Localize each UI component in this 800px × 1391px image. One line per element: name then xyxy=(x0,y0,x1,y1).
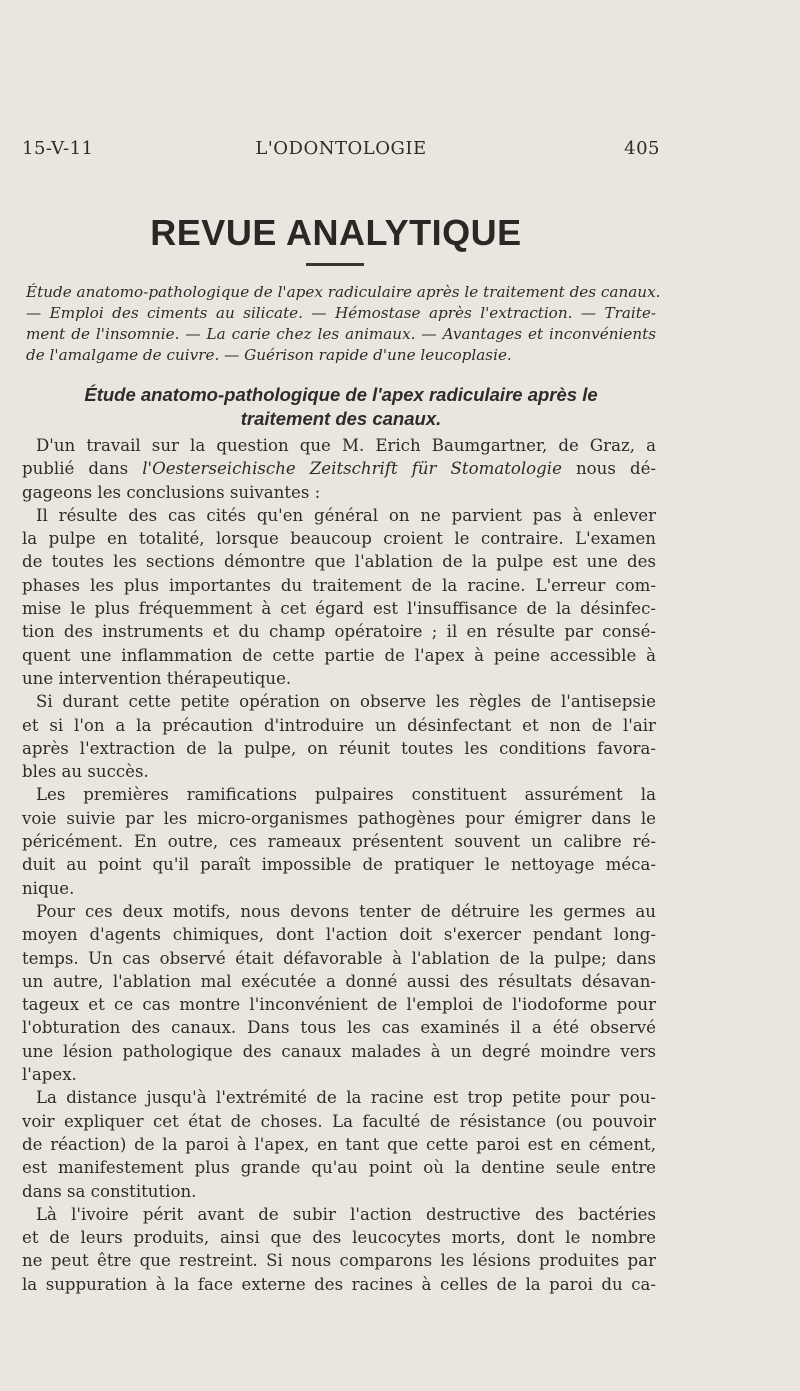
body-line: de toutes les sections démontre que l'ablation de la pulpe est une des xyxy=(22,552,656,572)
body-line: Il résulte des cas cités qu'en général on ne parvient pas à enlever xyxy=(36,505,656,525)
body-line: et de leurs produits, ainsi que des leucocytes morts, dont le nombre xyxy=(22,1228,656,1248)
paragraph xyxy=(22,690,656,783)
body-line: phases les plus importantes du traitement de la racine. L'erreur com- xyxy=(22,575,656,595)
summary-line: de l'amalgame de cuivre. — Guérison rapide d'une leucoplasie. xyxy=(26,346,512,364)
body-line: voie suivie par les micro-organismes pathogènes pour émigrer dans le xyxy=(22,808,656,828)
summary-line: Étude anatomo-pathologique de l'apex radiculaire après le traitement des canaux. xyxy=(26,283,661,301)
article-body xyxy=(22,434,656,1296)
header-journal-title: L'ODONTOLOGIE xyxy=(255,138,427,159)
body-line: après l'extraction de la pulpe, on réunit toutes les conditions favora- xyxy=(22,738,656,758)
page-number: 405 xyxy=(624,138,660,159)
body-line: la suppuration à la face externe des racines à celles de la paroi du ca- xyxy=(22,1274,656,1294)
article-heading-line: Étude anatomo-pathologique de l'apex radiculaire après le xyxy=(84,384,598,405)
body-line: l'obturation des canaux. Dans tous les cas examinés il a été observé xyxy=(22,1018,656,1038)
body-line: temps. Un cas observé était défavorable à l'ablation de la pulpe; dans xyxy=(22,948,656,968)
body-line: un autre, l'ablation mal exécutée a donné aussi des résultats désavan- xyxy=(22,971,656,991)
body-line: Pour ces deux motifs, nous devons tenter de détruire les germes au xyxy=(36,901,656,921)
article-heading xyxy=(26,383,656,431)
summary-line: — Emploi des ciments au silicate. — Hémostase après l'extraction. — Traite- xyxy=(26,304,656,322)
journal-reference: l'Oesterseichische Zeitschrift für Stomatologie xyxy=(142,459,562,479)
paragraph xyxy=(22,1086,656,1202)
section-summary xyxy=(26,282,661,366)
body-line: voir expliquer cet état de choses. La faculté de résistance (ou pouvoir xyxy=(22,1111,656,1131)
body-line: Là l'ivoire périt avant de subir l'action destructive des bactéries xyxy=(36,1204,656,1224)
body-text: nous dé- xyxy=(561,459,656,479)
body-line: tageux et ce cas montre l'inconvénient de l'emploi de l'iodoforme pour xyxy=(22,995,656,1015)
header-date: 15-V-11 xyxy=(22,138,94,159)
body-line: est manifestement plus grande qu'au point où la dentine seule entre xyxy=(22,1158,656,1178)
body-line: dans sa constitution. xyxy=(22,1181,197,1201)
title-divider xyxy=(306,263,364,266)
body-line: Les premières ramifications pulpaires constituent assurément la xyxy=(36,785,656,805)
body-line: tion des instruments et du champ opératoire ; il en résulte par consé- xyxy=(22,622,656,642)
body-line: mise le plus fréquemment à cet égard est l'insuffisance de la désinfec- xyxy=(22,599,656,619)
body-line: l'apex. xyxy=(22,1065,77,1085)
body-line: de réaction) de la paroi à l'apex, en tant que cette paroi est en cément, xyxy=(22,1134,656,1154)
body-line: D'un travail sur la question que M. Erich Baumgartner, de Graz, a xyxy=(36,436,656,455)
body-text: publié dans xyxy=(22,459,143,479)
page-title: REVUE ANALYTIQUE xyxy=(150,212,522,253)
body-line: moyen d'agents chimiques, dont l'action doit s'exercer pendant long- xyxy=(22,925,656,945)
body-line: gageons les conclusions suivantes : xyxy=(22,482,321,502)
body-line: péricément. En outre, ces rameaux présentent souvent un calibre ré- xyxy=(22,832,656,852)
paragraph xyxy=(22,783,656,899)
body-line: et si l'on a la précaution d'introduire un désinfectant et non de l'air xyxy=(22,715,656,735)
body-line: La distance jusqu'à l'extrémité de la racine est trop petite pour pou- xyxy=(36,1088,656,1108)
body-line: quent une inflammation de cette partie de l'apex à peine accessible à xyxy=(22,645,656,665)
body-line: duit au point qu'il paraît impossible de pratiquer le nettoyage méca- xyxy=(22,855,656,875)
body-line: bles au succès. xyxy=(22,762,149,782)
paragraph xyxy=(22,434,656,504)
paragraph xyxy=(22,1203,656,1296)
summary-line: ment de l'insomnie. — La carie chez les animaux. — Avantages et inconvénients xyxy=(26,325,656,343)
body-line: la pulpe en totalité, lorsque beaucoup croient le contraire. L'examen xyxy=(22,529,656,549)
body-line: Si durant cette petite opération on observe les règles de l'antisepsie xyxy=(36,692,656,712)
paragraph xyxy=(22,900,656,1086)
body-line xyxy=(22,457,656,480)
body-line: une intervention thérapeutique. xyxy=(22,668,292,688)
paragraph xyxy=(22,504,656,690)
body-line: nique. xyxy=(22,878,75,898)
article-heading-line: traitement des canaux. xyxy=(240,408,442,429)
body-line: une lésion pathologique des canaux malades à un degré moindre vers xyxy=(22,1041,656,1061)
body-line: ne peut être que restreint. Si nous comparons les lésions produites par xyxy=(22,1251,656,1271)
